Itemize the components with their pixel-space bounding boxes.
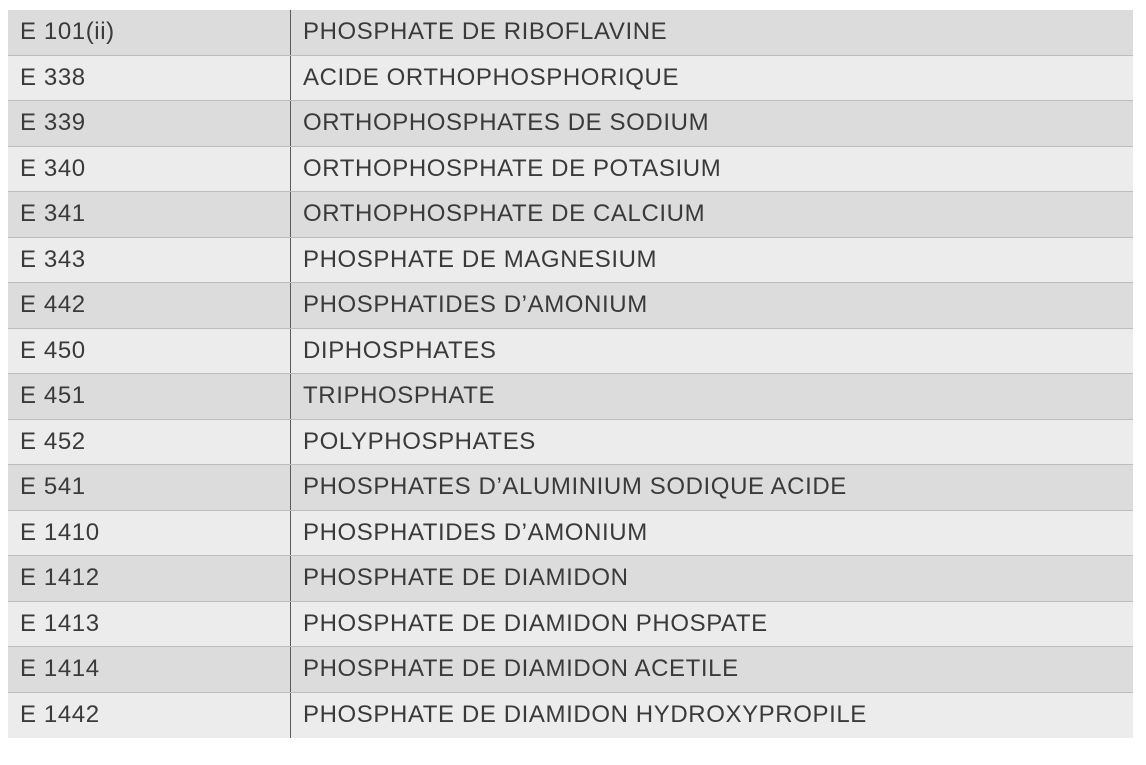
- additive-code-cell: E 339: [8, 101, 291, 146]
- table-row: [8, 10, 1133, 56]
- table-row: [8, 238, 1133, 284]
- additive-name-cell: DIPHOSPHATES: [303, 336, 497, 364]
- table-row: [8, 192, 1133, 238]
- additive-name-cell: PHOSPHATES D’ALUMINIUM SODIQUE ACIDE: [303, 473, 847, 501]
- additive-name-cell: PHOSPHATE DE DIAMIDON PHOSPATE: [303, 609, 768, 637]
- table-row: [8, 101, 1133, 147]
- table-row: [8, 329, 1133, 375]
- additive-code-cell: E 340: [8, 147, 291, 192]
- additive-name-cell: PHOSPHATE DE MAGNESIUM: [303, 245, 658, 273]
- additive-name-cell: PHOSPHATE DE RIBOFLAVINE: [303, 18, 668, 46]
- additive-name-cell: PHOSPHATE DE DIAMIDON ACETILE: [303, 655, 739, 683]
- table-row: [8, 556, 1133, 602]
- additive-name-cell: POLYPHOSPHATES: [303, 427, 536, 455]
- additive-name-cell: ORTHOPHOSPHATE DE CALCIUM: [303, 200, 706, 228]
- additive-name-cell: PHOSPHATE DE DIAMIDON: [303, 564, 629, 592]
- table-row: [8, 420, 1133, 466]
- additive-code-cell: E 452: [8, 420, 291, 465]
- additive-code-cell: E 1412: [8, 556, 291, 601]
- table-row: [8, 647, 1133, 693]
- additive-code-cell: E 1414: [8, 647, 291, 692]
- additive-code-cell: E 451: [8, 374, 291, 419]
- table-row: [8, 693, 1133, 739]
- table-row: [8, 602, 1133, 648]
- additive-code-cell: E 338: [8, 56, 291, 101]
- additive-name-cell: PHOSPHATIDES D’AMONIUM: [303, 518, 648, 546]
- table-row: [8, 511, 1133, 557]
- table-row: [8, 56, 1133, 102]
- additive-code-cell: E 450: [8, 329, 291, 374]
- additive-code-cell: E 1413: [8, 602, 291, 647]
- additive-name-cell: PHOSPHATIDES D’AMONIUM: [303, 291, 648, 319]
- additive-name-cell: PHOSPHATE DE DIAMIDON HYDROXYPROPILE: [303, 701, 867, 729]
- table-row: [8, 147, 1133, 193]
- additive-code-cell: E 541: [8, 465, 291, 510]
- additive-code-cell: E 341: [8, 192, 291, 237]
- additive-code-cell: E 1442: [8, 693, 291, 739]
- additives-table: [8, 10, 1133, 738]
- table-row: [8, 283, 1133, 329]
- additive-name-cell: ACIDE ORTHOPHOSPHORIQUE: [303, 63, 680, 91]
- table-row: [8, 374, 1133, 420]
- additive-code-cell: E 101(ii): [8, 10, 291, 55]
- additive-name-cell: ORTHOPHOSPHATE DE POTASIUM: [303, 154, 722, 182]
- additive-name-cell: ORTHOPHOSPHATES DE SODIUM: [303, 109, 710, 137]
- additive-name-cell: TRIPHOSPHATE: [303, 382, 496, 410]
- additive-code-cell: E 343: [8, 238, 291, 283]
- table-row: [8, 465, 1133, 511]
- additive-code-cell: E 442: [8, 283, 291, 328]
- additive-code-cell: E 1410: [8, 511, 291, 556]
